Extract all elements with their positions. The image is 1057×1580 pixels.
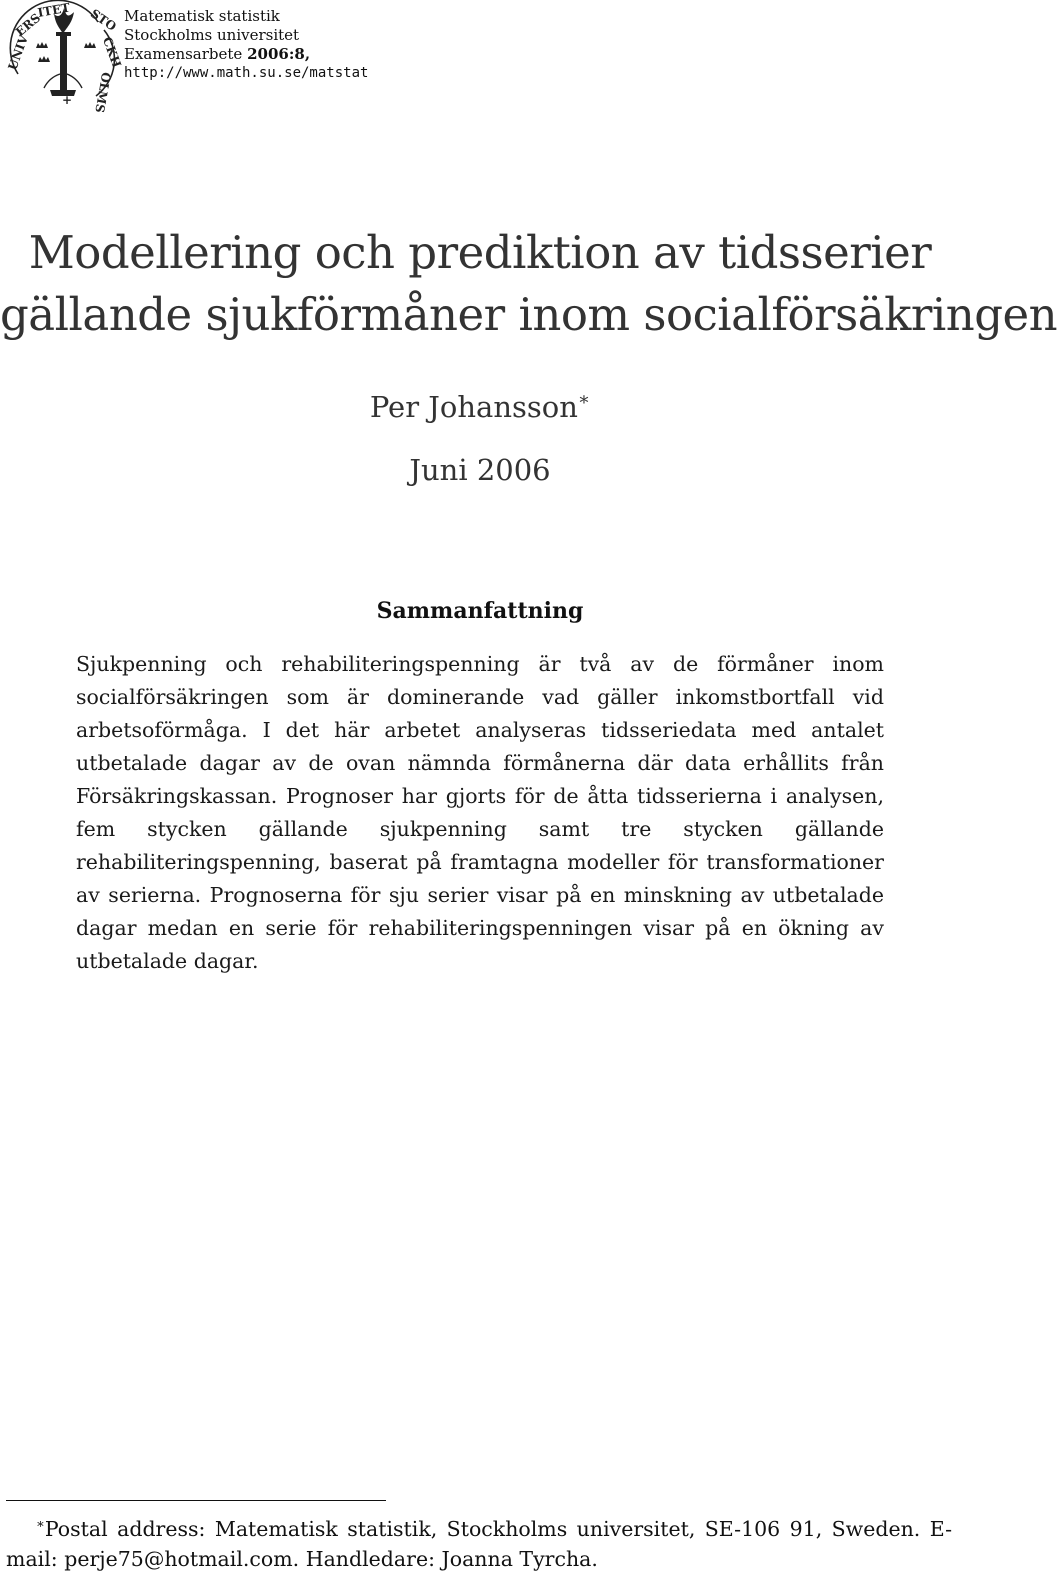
- abstract-body: [76, 648, 884, 978]
- svg-text:OLMS: OLMS: [92, 71, 114, 114]
- footnote-text: Postal address: Matematisk statistik, Stockholms universitet, SE-106 91, Sweden. E-mail: perje75@hotmail.com. Handledare: Joanna Tyrcha.: [6, 1517, 952, 1571]
- svg-text:CKH: CKH: [99, 35, 124, 70]
- university-seal-logo: [4, 0, 124, 114]
- report-id: [124, 45, 368, 64]
- author-footnote-marker: ∗: [577, 389, 591, 410]
- svg-text:+: +: [62, 93, 73, 107]
- author-line: [0, 380, 960, 427]
- svg-text:ITET: ITET: [36, 0, 72, 20]
- footnote-rule: [6, 1500, 386, 1501]
- title-line-2: gällande sjukförmåner inom socialförsäkringen: [0, 288, 1057, 341]
- department-url[interactable]: http://www.math.su.se/matstat: [124, 65, 369, 81]
- svg-text:ERS: ERS: [12, 10, 44, 40]
- author-name: Per Johansson: [369, 390, 578, 424]
- paper-title: [0, 222, 1057, 346]
- svg-text:UNIV: UNIV: [5, 33, 31, 73]
- publication-date: Juni 2006: [409, 453, 551, 487]
- title-line-1: Modellering och prediktion av tidsserier: [28, 226, 932, 279]
- report-number: 2006:8,: [247, 45, 311, 63]
- abstract-text: Sjukpenning och rehabiliteringspenning är två av de förmåner inom socialförsäkringen som är dominerande vad gäller inkomstbortfall vid arbetsoförmåga. I det här arbetet analyseras tidsseriedata med antalet utbetalade dagar av de ovan nämnda förmånerna där data erhållits från Försäkringskassan. Prognoser har gjorts för de åtta tidsserierna i analysen, fem stycken gällande sjukpenning samt tre stycken gällande rehabiliteringspenning, baserat på framtagna modeller för transformationer av serierna. Prognoserna för sju serier visar på en minskning av utbetalade dagar medan en serie för rehabiliteringspenningen visar på en ökning av utbetalade dagar.: [76, 652, 884, 973]
- institution-name: Matematisk statistik: [124, 7, 280, 25]
- svg-text:STO: STO: [87, 6, 119, 34]
- report-header: [124, 7, 368, 83]
- footnote-marker: ∗: [36, 1517, 45, 1532]
- footnote: [6, 1510, 952, 1574]
- abstract-heading: Sammanfattning: [376, 598, 584, 624]
- report-label: Examensarbete: [124, 45, 243, 63]
- university-name: Stockholms universitet: [124, 26, 300, 44]
